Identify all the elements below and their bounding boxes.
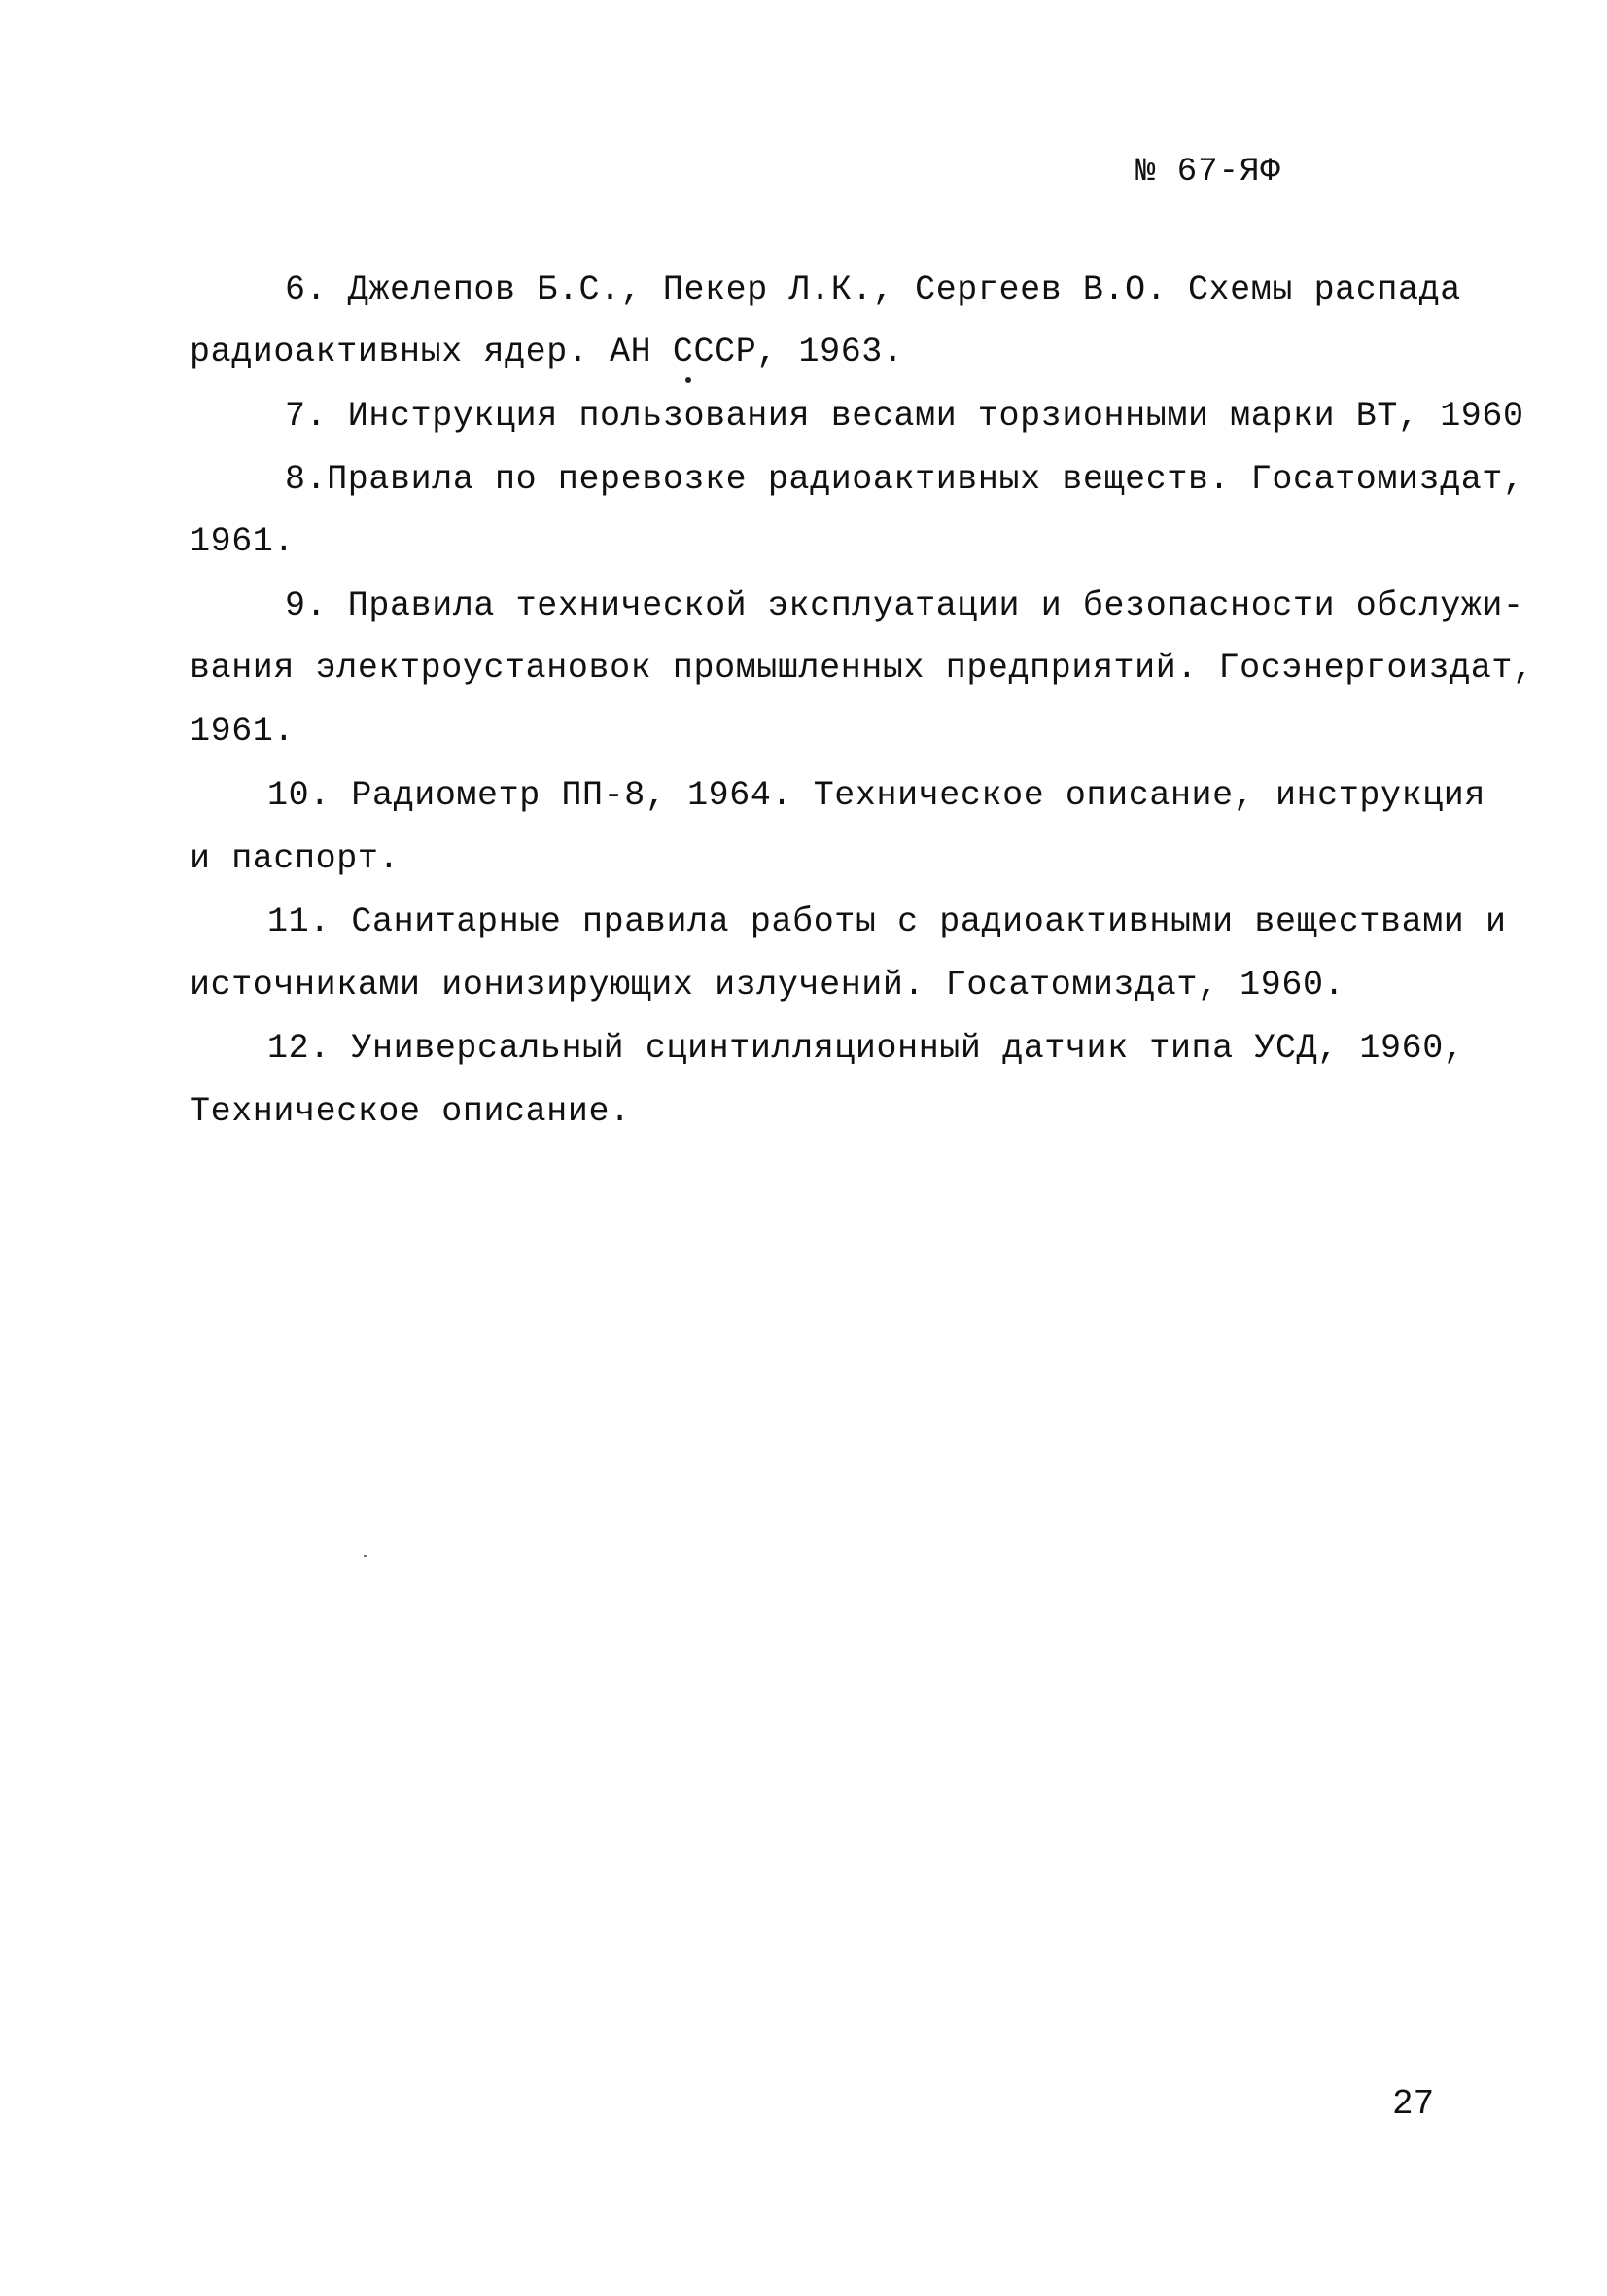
reference-12-line-1: 12. Универсальный сцинтилляционный датчик типа УСД, 1960, — [267, 1029, 1465, 1068]
reference-6-line-1: 6. Джелепов Б.С., Пекер Л.К., Сергеев В.О. Схемы распада — [285, 270, 1461, 309]
reference-9-line-3: 1961. — [190, 712, 296, 751]
reference-10-line-1: 10. Радиометр ПП-8, 1964. Техническое описание, инструкция — [267, 776, 1485, 815]
reference-8-line-2: 1961. — [190, 522, 296, 561]
reference-9-line-1: 9. Правила технической эксплуатации и безопасности обслужи- — [285, 586, 1524, 625]
scan-speck — [364, 1555, 367, 1557]
reference-9-line-2: вания электроустановок промышленных предприятий. Госэнергоиздат, — [190, 649, 1534, 688]
ink-dot — [685, 377, 691, 383]
reference-10-line-2: и паспорт. — [190, 839, 401, 878]
reference-11-line-1: 11. Санитарные правила работы с радиоактивными веществами и — [267, 902, 1507, 941]
reference-11-line-2: источниками ионизирующих излучений. Госатомиздат, 1960. — [190, 966, 1345, 1005]
reference-12-line-2: Техническое описание. — [190, 1092, 631, 1131]
reference-6-line-2: радиоактивных ядер. АН СССР, 1963. — [190, 333, 904, 371]
reference-7-line-1: 7. Инструкция пользования весами торзионными марки ВТ, 1960 — [285, 397, 1524, 436]
page-number: 27 — [1392, 2084, 1435, 2124]
reference-8-line-1: 8.Правила по перевозке радиоактивных веществ. Госатомиздат, — [285, 460, 1524, 499]
document-number: № 67-ЯФ — [1135, 154, 1281, 191]
